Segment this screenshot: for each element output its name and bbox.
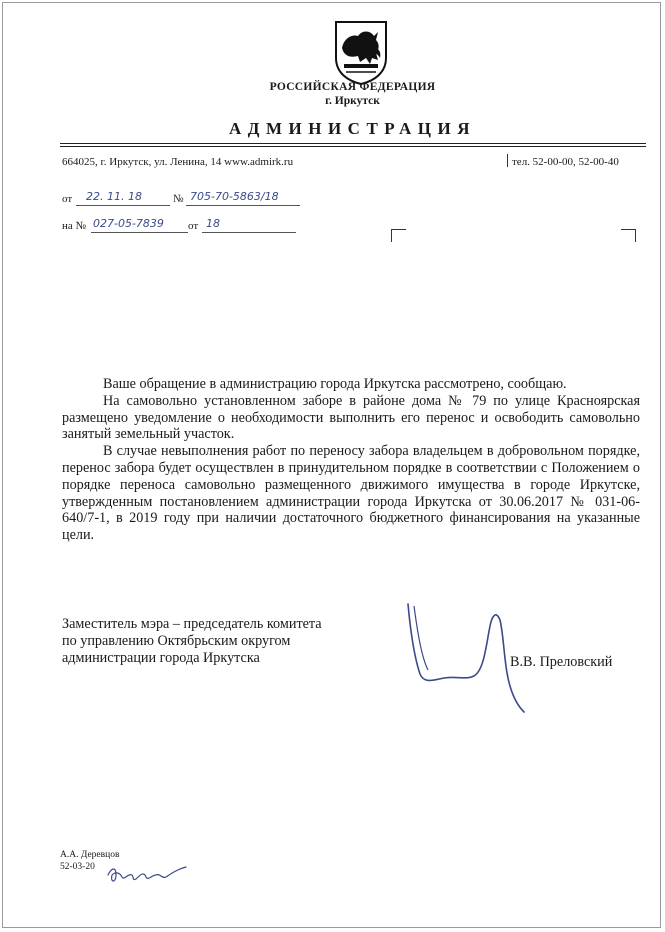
number-label: №: [173, 193, 184, 205]
addressee-corner-right: [621, 229, 636, 242]
reference-label: на №: [62, 220, 87, 232]
body-paragraph: Ваше обращение в администрацию города Иркутска рассмотрено, сообщаю.: [103, 376, 567, 392]
header-divider: [60, 146, 646, 147]
from-label: от: [62, 193, 73, 205]
reference-date-field: [202, 217, 296, 233]
document-number: 705-70-5863/18: [190, 190, 279, 203]
position-line: администрации города Иркутска: [62, 649, 260, 666]
reference-from-label: от: [188, 220, 199, 232]
organization-title: АДМИНИСТРАЦИЯ: [228, 119, 476, 138]
body-paragraph: В случае невыполнения работ по переносу забора владельцем в добровольном порядке, перенос забора будет осуществлен в принудительном порядке в соответствии с Положением о порядке переноса самовольно размещенного движимого имущества в городе Иркутске, утвержденным постановлением администрации города Иркутска от 30.06.2017 № 031-06-640/7-1, в 2019 году при наличии достаточного бюджетного финансирования на указанные цели.: [62, 443, 640, 544]
document-date: 22. 11. 18: [86, 190, 142, 203]
irkutsk-coat-of-arms-icon: [332, 18, 390, 86]
reference-date: 18: [206, 217, 220, 230]
executor-signature: [106, 861, 188, 887]
signatory-name: В.В. Преловский: [510, 654, 613, 670]
signatory-position: [62, 616, 322, 666]
position-line: Заместитель мэра – председатель комитета: [62, 616, 322, 632]
city-name: г. Иркутск: [325, 95, 380, 107]
date-field: [76, 190, 170, 206]
addressee-corner-left: [391, 229, 406, 242]
reference-number-field: [91, 217, 188, 233]
position-line: по управлению Октябрьским округом: [62, 632, 291, 649]
country-name: РОССИЙСКАЯ ФЕДЕРАЦИЯ: [269, 81, 436, 93]
header-divider: [60, 143, 646, 144]
reference-number: 027-05-7839: [93, 217, 164, 230]
organization-address: 664025, г. Иркутск, ул. Ленина, 14 www.admirk.ru: [62, 156, 294, 168]
letter-body: [62, 376, 640, 544]
body-paragraph: На самовольно установленном заборе в районе дома № 79 по улице Красноярская размещено уведомление о необходимости выполнить его перенос и освободить самовольно занятый земельный участок.: [62, 392, 640, 443]
number-field: [186, 190, 300, 206]
phone-divider: [507, 154, 508, 167]
executor-name: А.А. Деревцов: [60, 850, 120, 860]
organization-phone: тел. 52-00-00, 52-00-40: [512, 156, 619, 168]
executor-phone: 52-03-20: [60, 862, 95, 872]
